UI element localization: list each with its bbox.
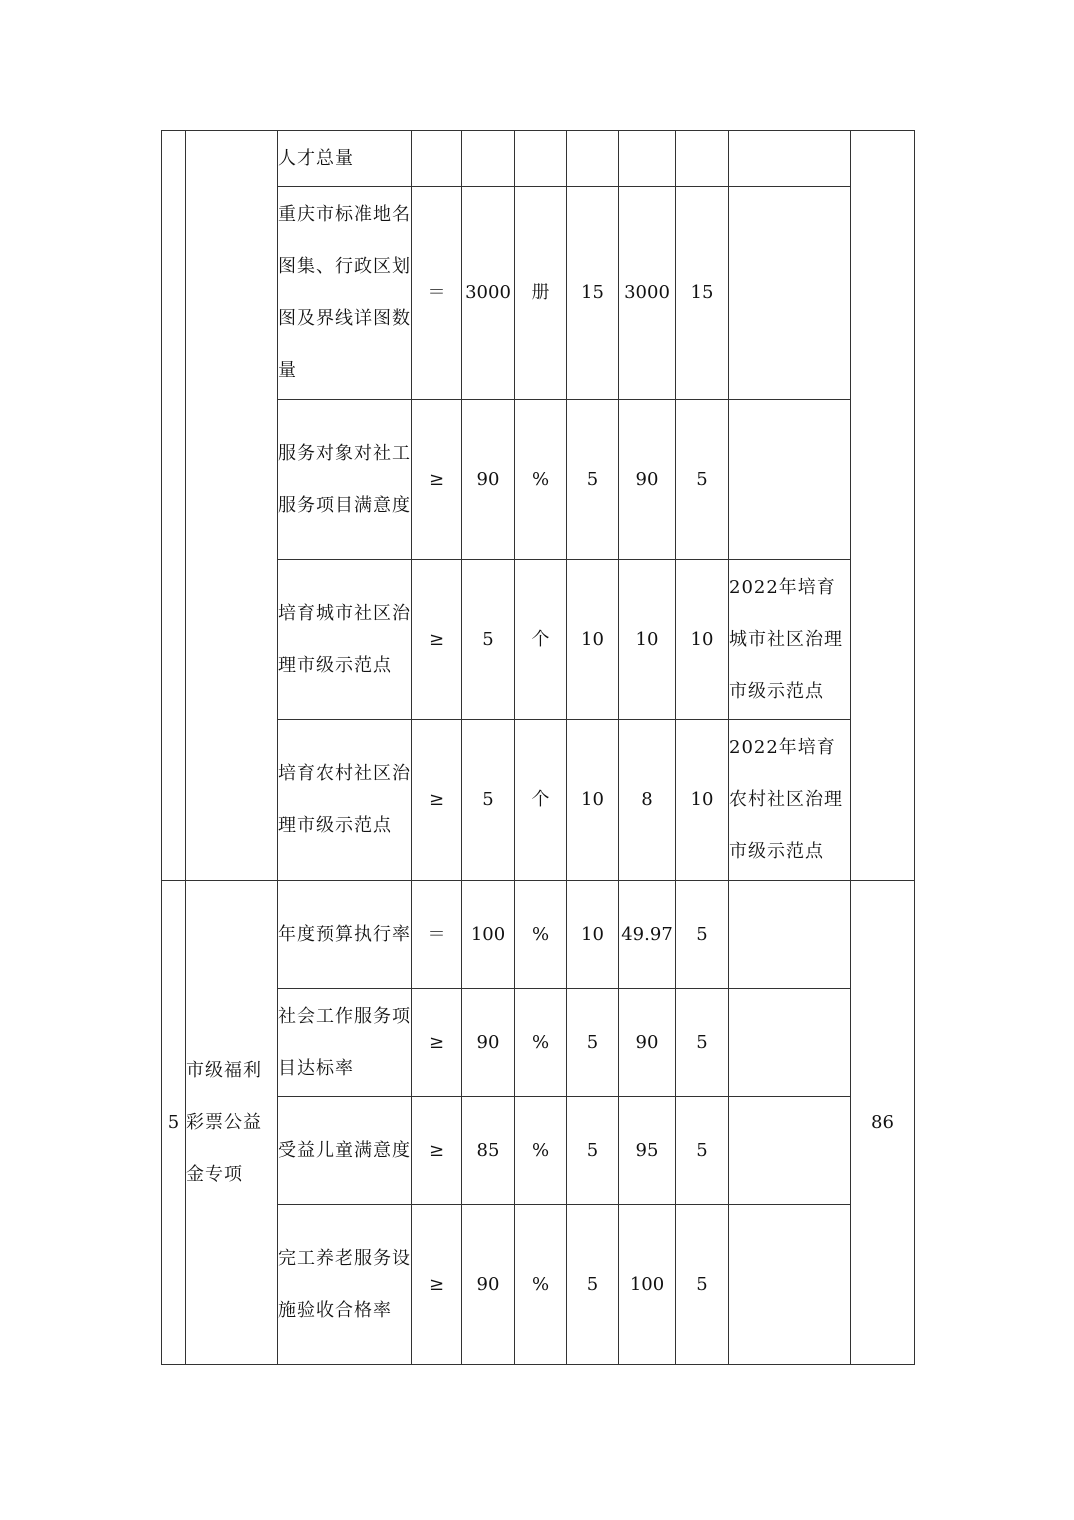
indicator-name: 服务对象对社工服务项目满意度 [278, 400, 412, 560]
score: 5 [676, 989, 729, 1097]
remark [729, 1097, 851, 1205]
score: 5 [676, 1097, 729, 1205]
indicator-name: 重庆市标准地名图集、行政区划图及界线详图数量 [278, 187, 412, 400]
operator [412, 131, 462, 187]
remark: 2022年培育农村社区治理市级示范点 [729, 720, 851, 881]
operator: ≥ [412, 400, 462, 560]
indicator-name: 培育城市社区治理市级示范点 [278, 560, 412, 720]
weight: 10 [567, 560, 619, 720]
indicator-name: 受益儿童满意度 [278, 1097, 412, 1205]
target-value: 5 [462, 560, 515, 720]
score: 15 [676, 187, 729, 400]
total-score-cell [851, 131, 915, 881]
indicator-name: 完工养老服务设施验收合格率 [278, 1205, 412, 1365]
unit: 册 [515, 187, 567, 400]
operator: ≥ [412, 1097, 462, 1205]
actual-value: 8 [619, 720, 676, 881]
unit: % [515, 1097, 567, 1205]
unit: % [515, 1205, 567, 1365]
operator: ≥ [412, 989, 462, 1097]
target-value: 5 [462, 720, 515, 881]
actual-value: 90 [619, 400, 676, 560]
weight: 10 [567, 720, 619, 881]
score: 5 [676, 881, 729, 989]
actual-value: 100 [619, 1205, 676, 1365]
unit: % [515, 400, 567, 560]
actual-value: 3000 [619, 187, 676, 400]
score: 5 [676, 400, 729, 560]
operator: ≥ [412, 1205, 462, 1365]
remark [729, 989, 851, 1097]
weight [567, 131, 619, 187]
total-score: 86 [851, 881, 915, 1365]
remark: 2022年培育城市社区治理市级示范点 [729, 560, 851, 720]
target-value: 3000 [462, 187, 515, 400]
target-value: 85 [462, 1097, 515, 1205]
weight: 5 [567, 1097, 619, 1205]
weight: 10 [567, 881, 619, 989]
indicator-name: 社会工作服务项目达标率 [278, 989, 412, 1097]
indicator-name: 年度预算执行率 [278, 881, 412, 989]
row-number-cell [162, 131, 186, 881]
actual-value: 90 [619, 989, 676, 1097]
operator: ＝ [412, 187, 462, 400]
target-value [462, 131, 515, 187]
weight: 5 [567, 400, 619, 560]
actual-value: 10 [619, 560, 676, 720]
indicator-name: 人才总量 [278, 131, 412, 187]
operator: ≥ [412, 560, 462, 720]
score: 5 [676, 1205, 729, 1365]
project-name-cell [186, 131, 278, 881]
unit: 个 [515, 720, 567, 881]
actual-value: 95 [619, 1097, 676, 1205]
operator: ＝ [412, 881, 462, 989]
target-value: 100 [462, 881, 515, 989]
operator: ≥ [412, 720, 462, 881]
table-row [162, 131, 915, 187]
unit [515, 131, 567, 187]
unit: % [515, 881, 567, 989]
remark [729, 1205, 851, 1365]
project-name: 市级福利彩票公益金专项 [186, 881, 278, 1365]
weight: 5 [567, 1205, 619, 1365]
indicator-name: 培育农村社区治理市级示范点 [278, 720, 412, 881]
unit: 个 [515, 560, 567, 720]
actual-value: 49.97 [619, 881, 676, 989]
target-value: 90 [462, 400, 515, 560]
remark [729, 400, 851, 560]
actual-value [619, 131, 676, 187]
remark [729, 187, 851, 400]
unit: % [515, 989, 567, 1097]
weight: 5 [567, 989, 619, 1097]
target-value: 90 [462, 1205, 515, 1365]
row-number: 5 [162, 881, 186, 1365]
score: 10 [676, 560, 729, 720]
score: 10 [676, 720, 729, 881]
remark [729, 131, 851, 187]
weight: 15 [567, 187, 619, 400]
score [676, 131, 729, 187]
target-value: 90 [462, 989, 515, 1097]
remark [729, 881, 851, 989]
table-row [162, 881, 915, 989]
performance-table [161, 130, 915, 1365]
